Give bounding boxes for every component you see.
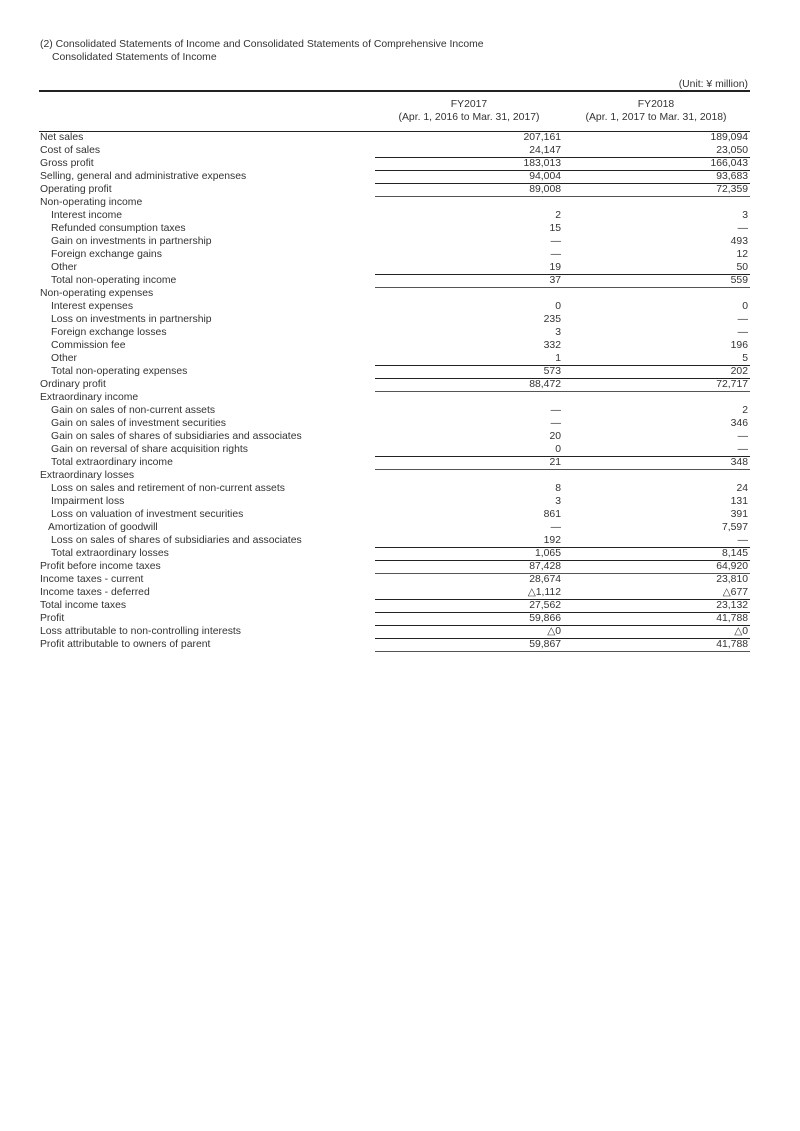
table-row (40, 235, 750, 248)
table-row-subtotal (40, 612, 750, 625)
section-label: Non-operating expenses (40, 288, 154, 299)
section-label: Non-operating income (40, 197, 143, 208)
table-row (40, 495, 750, 508)
value-fy2018: — (737, 314, 748, 325)
table-row (40, 482, 750, 495)
table-section-heading (40, 287, 750, 300)
value-fy2018: 72,717 (716, 379, 748, 390)
value-fy2017: 1,065 (534, 548, 561, 559)
value-fy2017: 573 (543, 366, 561, 377)
value-fy2017: 8 (555, 483, 561, 494)
value-fy2018: — (737, 223, 748, 234)
row-label: Loss attributable to non-controlling interests (40, 626, 241, 637)
value-fy2018: 12 (736, 249, 748, 260)
table-row-subtotal (40, 560, 750, 573)
value-fy2018: 8,145 (721, 548, 748, 559)
value-fy2018: — (737, 535, 748, 546)
value-fy2018: △0 (734, 626, 748, 637)
row-label: Loss on valuation of investment securities (51, 509, 244, 520)
table-row (40, 144, 750, 157)
row-label: Net sales (40, 132, 84, 143)
row-label: Interest income (51, 210, 123, 221)
value-fy2017: 332 (543, 340, 561, 351)
row-label: Foreign exchange losses (51, 327, 167, 338)
value-fy2017: 24,147 (529, 145, 561, 156)
row-label: Profit (40, 613, 65, 624)
table-row-subtotal (40, 599, 750, 612)
column-header-fy2017 (376, 98, 562, 124)
value-fy2017: 19 (549, 262, 561, 273)
table-row (40, 404, 750, 417)
table-row (40, 521, 750, 534)
row-label: Ordinary profit (40, 379, 106, 390)
value-fy2017: — (550, 405, 561, 416)
value-fy2018: 166,043 (710, 158, 748, 169)
row-label: Income taxes - current (40, 574, 144, 585)
value-fy2017: — (550, 236, 561, 247)
column-label: FY2018 (637, 99, 675, 110)
value-fy2017: △1,112 (527, 587, 561, 598)
value-fy2017: 0 (555, 301, 561, 312)
value-fy2017: — (550, 249, 561, 260)
row-label: Income taxes - deferred (40, 587, 150, 598)
value-fy2017: 3 (555, 327, 561, 338)
section-label: Extraordinary losses (40, 470, 135, 481)
value-fy2018: 3 (742, 210, 748, 221)
section-title: (2) Consolidated Statements of Income and Consolidated Statements of Comprehensive Income (40, 39, 484, 50)
value-fy2018: 202 (730, 366, 748, 377)
value-fy2017: 27,562 (529, 600, 561, 611)
value-fy2018: 493 (730, 236, 748, 247)
table-row (40, 248, 750, 261)
table-row (40, 209, 750, 222)
table-row-subtotal (40, 274, 750, 287)
row-label: Refunded consumption taxes (51, 223, 186, 234)
row-label: Other (51, 262, 77, 273)
value-fy2017: 37 (549, 275, 561, 286)
row-label: Profit before income taxes (40, 561, 161, 572)
value-fy2017: 94,004 (529, 171, 561, 182)
table-row-subtotal (40, 157, 750, 170)
row-label: Selling, general and administrative expenses (40, 171, 247, 182)
unit-label: (Unit: ¥ million) (678, 79, 748, 90)
table-row-subtotal (40, 183, 750, 196)
value-fy2017: 1 (555, 353, 561, 364)
row-label: Operating profit (40, 184, 112, 195)
value-fy2018: 346 (730, 418, 748, 429)
value-fy2018: 64,920 (716, 561, 748, 572)
table-row-subtotal (40, 547, 750, 560)
value-fy2018: 93,683 (716, 171, 748, 182)
row-label: Amortization of goodwill (48, 522, 158, 533)
section-label: Extraordinary income (40, 392, 139, 403)
value-fy2018: 24 (736, 483, 748, 494)
value-fy2018: 189,094 (710, 132, 748, 143)
table-row (40, 430, 750, 443)
table-row (40, 326, 750, 339)
row-label: Gain on reversal of share acquisition rights (51, 444, 248, 455)
table-row (40, 300, 750, 313)
row-label: Profit attributable to owners of parent (40, 639, 211, 650)
value-fy2018: 2 (742, 405, 748, 416)
row-label: Other (51, 353, 77, 364)
column-period: (Apr. 1, 2016 to Mar. 31, 2017) (398, 112, 540, 123)
row-label: Total non-operating expenses (51, 366, 188, 377)
value-fy2017: 0 (555, 444, 561, 455)
value-fy2018: 72,359 (716, 184, 748, 195)
table-row (40, 313, 750, 326)
table-row (40, 586, 750, 599)
table-row (40, 534, 750, 547)
row-label: Impairment loss (51, 496, 125, 507)
value-fy2018: 41,788 (716, 639, 748, 650)
row-label: Gain on sales of shares of subsidiaries and associates (51, 431, 302, 442)
row-label: Total extraordinary losses (51, 548, 169, 559)
value-fy2018: — (737, 327, 748, 338)
value-fy2017: 59,866 (529, 613, 561, 624)
value-fy2018: 0 (742, 301, 748, 312)
row-label: Gain on sales of non-current assets (51, 405, 216, 416)
value-fy2017: 2 (555, 210, 561, 221)
row-label: Loss on sales and retirement of non-current assets (51, 483, 285, 494)
value-fy2018: 196 (730, 340, 748, 351)
value-fy2017: 89,008 (529, 184, 561, 195)
table-section-heading (40, 196, 750, 209)
value-fy2018: 23,132 (716, 600, 748, 611)
table-row (40, 508, 750, 521)
row-label: Total extraordinary income (51, 457, 173, 468)
value-fy2018: 41,788 (716, 613, 748, 624)
table-row-subtotal (40, 456, 750, 469)
row-label: Foreign exchange gains (51, 249, 162, 260)
column-header-fy2018 (563, 98, 749, 124)
value-fy2017: 3 (555, 496, 561, 507)
value-fy2017: 20 (549, 431, 561, 442)
value-fy2018: 559 (730, 275, 748, 286)
value-fy2017: 59,867 (529, 639, 561, 650)
table-row (40, 443, 750, 456)
value-fy2017: 192 (543, 535, 561, 546)
value-fy2017: △0 (547, 626, 561, 637)
value-fy2018: 23,810 (716, 574, 748, 585)
value-fy2017: 21 (549, 457, 561, 468)
value-fy2017: 87,428 (529, 561, 561, 572)
value-fy2017: 15 (549, 223, 561, 234)
table-row (40, 573, 750, 586)
value-fy2017: — (550, 522, 561, 533)
table-row-subtotal (40, 638, 750, 651)
table-row (40, 131, 750, 144)
table-section-heading (40, 469, 750, 482)
value-fy2018: △677 (722, 587, 748, 598)
value-fy2018: 348 (730, 457, 748, 468)
value-fy2018: 7,597 (721, 522, 748, 533)
value-fy2018: 391 (730, 509, 748, 520)
value-fy2018: 23,050 (716, 145, 748, 156)
table-section-heading (40, 391, 750, 404)
value-fy2017: 861 (543, 509, 561, 520)
table-row (40, 222, 750, 235)
table-row (40, 170, 750, 183)
value-fy2017: 28,674 (529, 574, 561, 585)
table-row-subtotal (40, 378, 750, 391)
row-label: Gain on sales of investment securities (51, 418, 226, 429)
row-label: Total income taxes (40, 600, 127, 611)
table-row (40, 625, 750, 638)
value-fy2018: — (737, 444, 748, 455)
row-label: Total non-operating income (51, 275, 177, 286)
statement-subtitle: Consolidated Statements of Income (52, 52, 217, 63)
table-row (40, 417, 750, 430)
table-row (40, 352, 750, 365)
row-label: Cost of sales (40, 145, 101, 156)
row-label: Loss on sales of shares of subsidiaries and associates (51, 535, 302, 546)
row-label: Gain on investments in partnership (51, 236, 212, 247)
column-label: FY2017 (450, 99, 488, 110)
value-fy2018: 131 (730, 496, 748, 507)
row-label: Gross profit (40, 158, 94, 169)
value-fy2017: 207,161 (523, 132, 561, 143)
table-top-rule (39, 90, 750, 92)
value-fy2018: 5 (742, 353, 748, 364)
row-label: Interest expenses (51, 301, 134, 312)
table-row (40, 339, 750, 352)
value-fy2018: — (737, 431, 748, 442)
row-label: Commission fee (51, 340, 126, 351)
value-fy2018: 50 (736, 262, 748, 273)
table-row-subtotal (40, 365, 750, 378)
value-fy2017: 235 (543, 314, 561, 325)
table-row (40, 261, 750, 274)
row-label: Loss on investments in partnership (51, 314, 212, 325)
value-fy2017: 183,013 (523, 158, 561, 169)
value-fy2017: 88,472 (529, 379, 561, 390)
income-statement-table (40, 131, 750, 651)
column-period: (Apr. 1, 2017 to Mar. 31, 2018) (585, 112, 727, 123)
value-fy2017: — (550, 418, 561, 429)
